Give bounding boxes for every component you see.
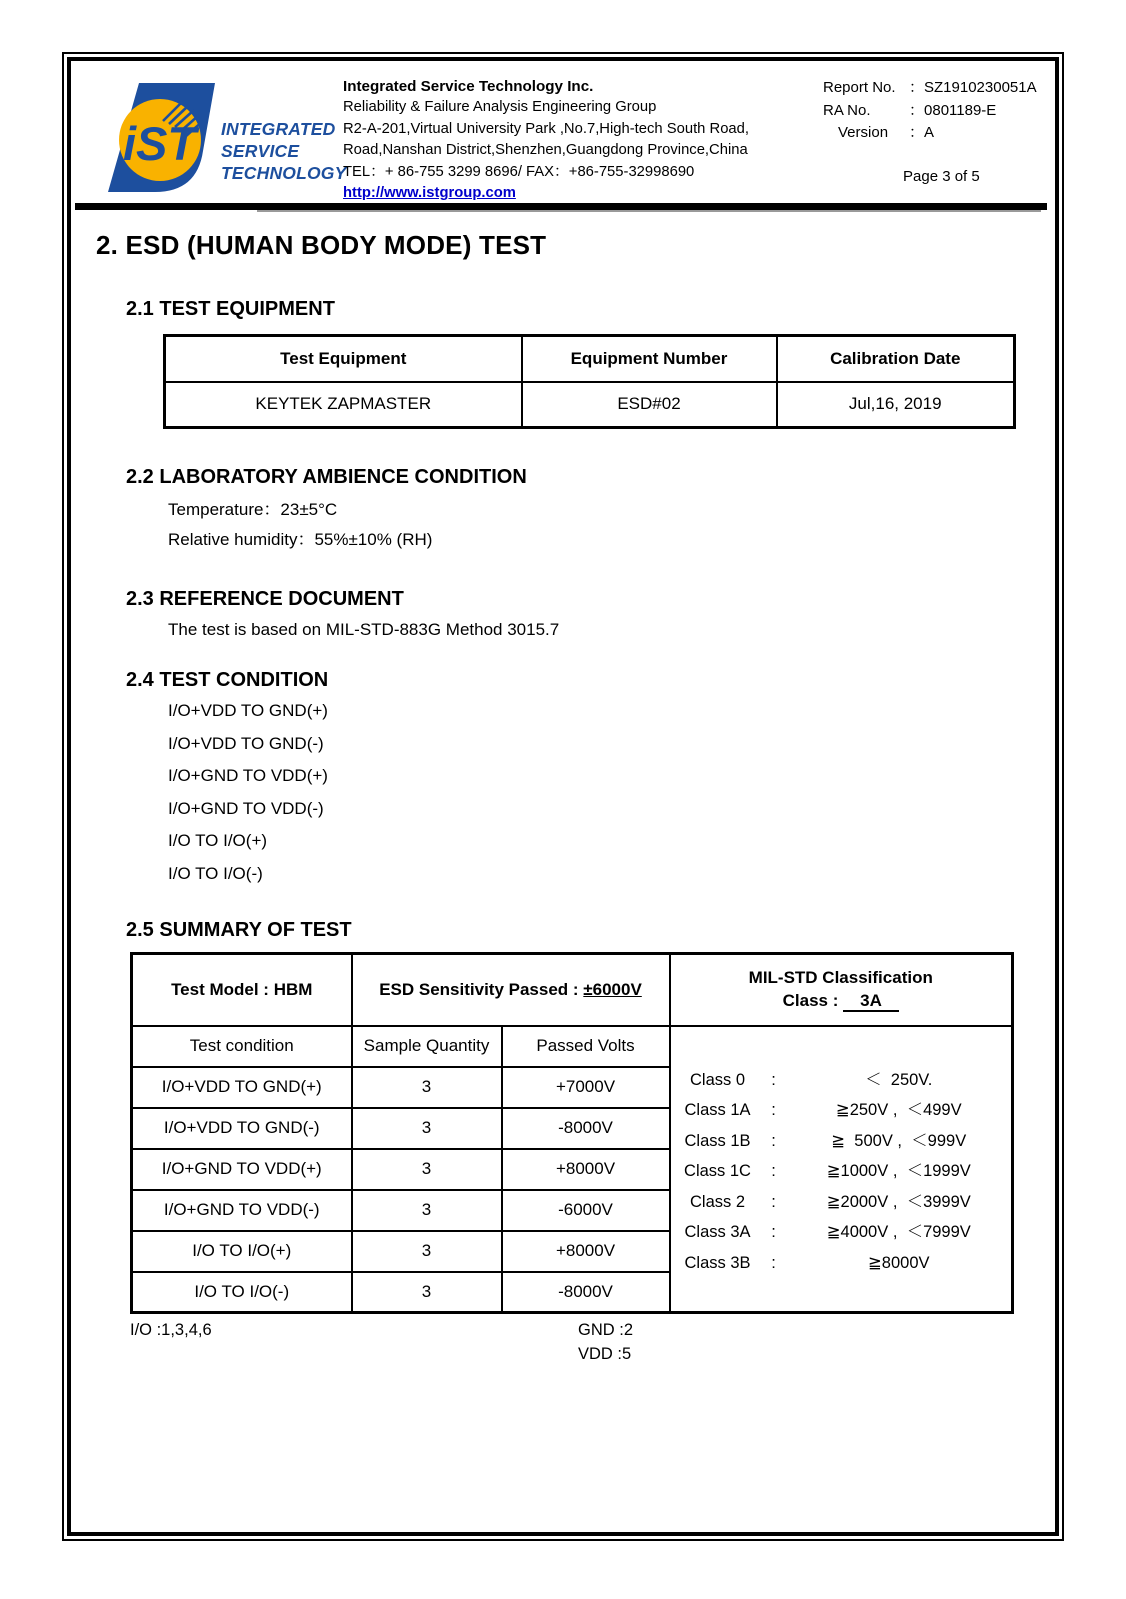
sample-quantity-value: 3	[352, 1108, 502, 1149]
col-passed-volts: Passed Volts	[502, 1026, 670, 1067]
equipment-data-row	[165, 382, 1015, 428]
brand-wordmark	[221, 118, 346, 184]
vdd-pin-note: VDD :5	[578, 1345, 632, 1363]
class-colon: :	[771, 1162, 776, 1180]
version-value: A	[924, 124, 935, 141]
report-number-label: Report No.	[823, 79, 896, 96]
brand-line-1: INTEGRATED	[221, 119, 336, 139]
report-number-colon: ：	[909, 79, 925, 96]
section-2-2	[96, 465, 1055, 554]
esd-sensitivity-cell	[352, 954, 670, 1026]
class-range: ≧4000V , ＜7999V	[826, 1223, 971, 1241]
class-line	[679, 1248, 1008, 1279]
report-header	[71, 61, 1055, 213]
passed-volts-value: -6000V	[502, 1190, 670, 1231]
company-website-link[interactable]: http://www.istgroup.com	[343, 185, 516, 202]
test-condition-value: I/O+VDD TO GND(+)	[132, 1067, 352, 1108]
ra-number-label: RA No.	[823, 101, 871, 119]
test-equipment-table	[163, 334, 1016, 429]
page-number: Page 3 of 5	[903, 167, 980, 185]
class-line	[679, 1187, 1008, 1218]
report-number-line	[823, 77, 1037, 100]
brand-line-2: SERVICE	[221, 141, 300, 161]
section-2-5-heading: 2.5 SUMMARY OF TEST	[126, 919, 352, 941]
summary-header-row	[132, 954, 1013, 1026]
col-test-equipment: Test Equipment	[165, 336, 522, 382]
mil-class-label: Class :	[782, 991, 839, 1011]
company-name: Integrated Service Technology Inc.	[343, 78, 594, 95]
class-range: ≧ 500V , ＜999V	[831, 1131, 967, 1150]
sample-quantity-value: 3	[352, 1231, 502, 1272]
sample-quantity-value: 3	[352, 1067, 502, 1108]
ra-number-line	[823, 100, 1037, 123]
gnd-pin-note: GND :2	[578, 1321, 634, 1339]
section-2-4	[96, 668, 1055, 890]
col-sample-quantity: Sample Quantity	[352, 1026, 502, 1067]
passed-volts-value: +8000V	[502, 1231, 670, 1272]
test-condition-value: I/O+GND TO VDD(-)	[132, 1190, 352, 1231]
class-name: Class 1A	[684, 1101, 751, 1119]
class-name: Class 2	[689, 1192, 746, 1211]
mil-std-title: MIL-STD Classification	[748, 968, 933, 988]
class-name: Class 0	[689, 1070, 746, 1089]
ra-number-colon: ：	[909, 101, 925, 119]
test-condition-line: I/O TO I/O(-)	[168, 863, 263, 883]
class-range: ＜ 250V.	[865, 1070, 933, 1089]
temperature-line: Temperature：23±5°C	[168, 500, 338, 519]
test-condition-value: I/O TO I/O(-)	[132, 1272, 352, 1313]
class-range: ≧1000V , ＜1999V	[826, 1162, 971, 1180]
test-condition-value: I/O TO I/O(+)	[132, 1231, 352, 1272]
class-line	[679, 1126, 1008, 1157]
class-colon: :	[771, 1223, 776, 1241]
page-border-outer	[62, 52, 1064, 1541]
company-dept: Reliability & Failure Analysis Engineering Group	[343, 99, 657, 116]
section-2-5	[96, 918, 1055, 1363]
ist-logo	[97, 79, 219, 197]
test-condition-value: I/O+VDD TO GND(-)	[132, 1108, 352, 1149]
reference-document-line: The test is based on MIL-STD-883G Method 3015.7	[168, 620, 560, 639]
class-colon: :	[771, 1192, 776, 1211]
esd-sensitivity-value: ±6000V	[583, 979, 642, 999]
esd-sensitivity-label: ESD Sensitivity Passed :	[379, 979, 584, 999]
summary-of-test-table	[130, 952, 1014, 1314]
test-condition-line: I/O+GND TO VDD(-)	[168, 798, 324, 818]
passed-volts-value: -8000V	[502, 1272, 670, 1313]
company-address-line2: Road,Nanshan District,Shenzhen,Guangdong Province,China	[343, 142, 748, 159]
passed-volts-value: +8000V	[502, 1149, 670, 1190]
io-pins-note: I/O :1,3,4,6	[130, 1321, 212, 1339]
company-tel-fax: TEL：+ 86-755 3299 8696/ FAX：+86-755-32998690	[343, 163, 695, 180]
class-line	[679, 1095, 1008, 1126]
class-range: ≧8000V	[867, 1253, 930, 1272]
section-2-3	[96, 587, 1055, 640]
class-colon: :	[771, 1131, 776, 1150]
document-body	[71, 210, 1055, 1363]
class-colon: :	[771, 1101, 776, 1119]
col-equipment-number: Equipment Number	[522, 336, 777, 382]
test-condition-line: I/O+VDD TO GND(+)	[168, 701, 328, 720]
class-range: ≧250V , ＜499V	[835, 1101, 962, 1119]
class-range: ≧2000V , ＜3999V	[826, 1192, 971, 1211]
page-border-inner	[67, 57, 1059, 1536]
class-name: Class 3B	[684, 1253, 751, 1272]
version-label: Version	[838, 124, 889, 141]
mil-class-value: 3A	[843, 991, 899, 1012]
version-colon: ：	[909, 124, 925, 141]
passed-volts-value: -8000V	[502, 1108, 670, 1149]
section-2-1	[96, 297, 1055, 429]
sample-quantity-value: 3	[352, 1149, 502, 1190]
mil-classification-list	[670, 1026, 1013, 1313]
col-test-condition: Test condition	[132, 1026, 352, 1067]
passed-volts-value: +7000V	[502, 1067, 670, 1108]
class-name: Class 1C	[684, 1162, 751, 1180]
sample-quantity-value: 3	[352, 1190, 502, 1231]
test-condition-line: I/O TO I/O(+)	[168, 831, 268, 850]
section-2-title: 2. ESD (HUMAN BODY MODE) TEST	[96, 230, 547, 260]
class-name: Class 1B	[684, 1131, 751, 1150]
section-2-1-heading: 2.1 TEST EQUIPMENT	[126, 298, 335, 320]
report-number-value: SZ1910230051A	[924, 79, 1037, 96]
humidity-line: Relative humidity：55%±10% (RH)	[168, 529, 433, 549]
col-calibration-date: Calibration Date	[777, 336, 1015, 382]
class-line	[679, 1217, 1008, 1248]
class-colon: :	[771, 1070, 776, 1089]
version-line	[823, 122, 1037, 145]
test-model-cell: Test Model : HBM	[132, 954, 352, 1026]
mil-std-cell	[670, 954, 1013, 1026]
ra-number-value: 0801189-E	[924, 101, 997, 119]
test-condition-line: I/O+VDD TO GND(-)	[168, 733, 324, 753]
logo-ist-text: iST	[123, 117, 197, 170]
equipment-header-row	[165, 336, 1015, 382]
section-2-4-heading: 2.4 TEST CONDITION	[126, 669, 329, 691]
summary-subheader-row	[132, 1026, 1013, 1067]
section-2-2-heading: 2.2 LABORATORY AMBIENCE CONDITION	[126, 466, 527, 488]
header-divider-bar	[75, 203, 1047, 210]
calibration-date: Jul,16, 2019	[777, 382, 1015, 428]
company-info-block	[343, 76, 749, 204]
class-line	[679, 1065, 1008, 1096]
equipment-number: ESD#02	[522, 382, 777, 428]
report-meta-block	[823, 77, 1037, 188]
company-address-line1: R2-A-201,Virtual University Park ,No.7,High-tech South Road,	[343, 120, 750, 137]
equipment-name: KEYTEK ZAPMASTER	[165, 382, 522, 428]
test-condition-value: I/O+GND TO VDD(+)	[132, 1149, 352, 1190]
test-condition-line: I/O+GND TO VDD(+)	[168, 766, 328, 785]
gnd-vdd-note	[578, 1318, 633, 1366]
class-colon: :	[771, 1253, 776, 1272]
section-2-3-heading: 2.3 REFERENCE DOCUMENT	[126, 588, 404, 610]
class-name: Class 3A	[684, 1223, 751, 1241]
sample-quantity-value: 3	[352, 1272, 502, 1313]
class-line	[679, 1156, 1008, 1187]
pin-footnote	[130, 1318, 1011, 1363]
brand-line-3: TECHNOLOGY	[221, 163, 347, 183]
